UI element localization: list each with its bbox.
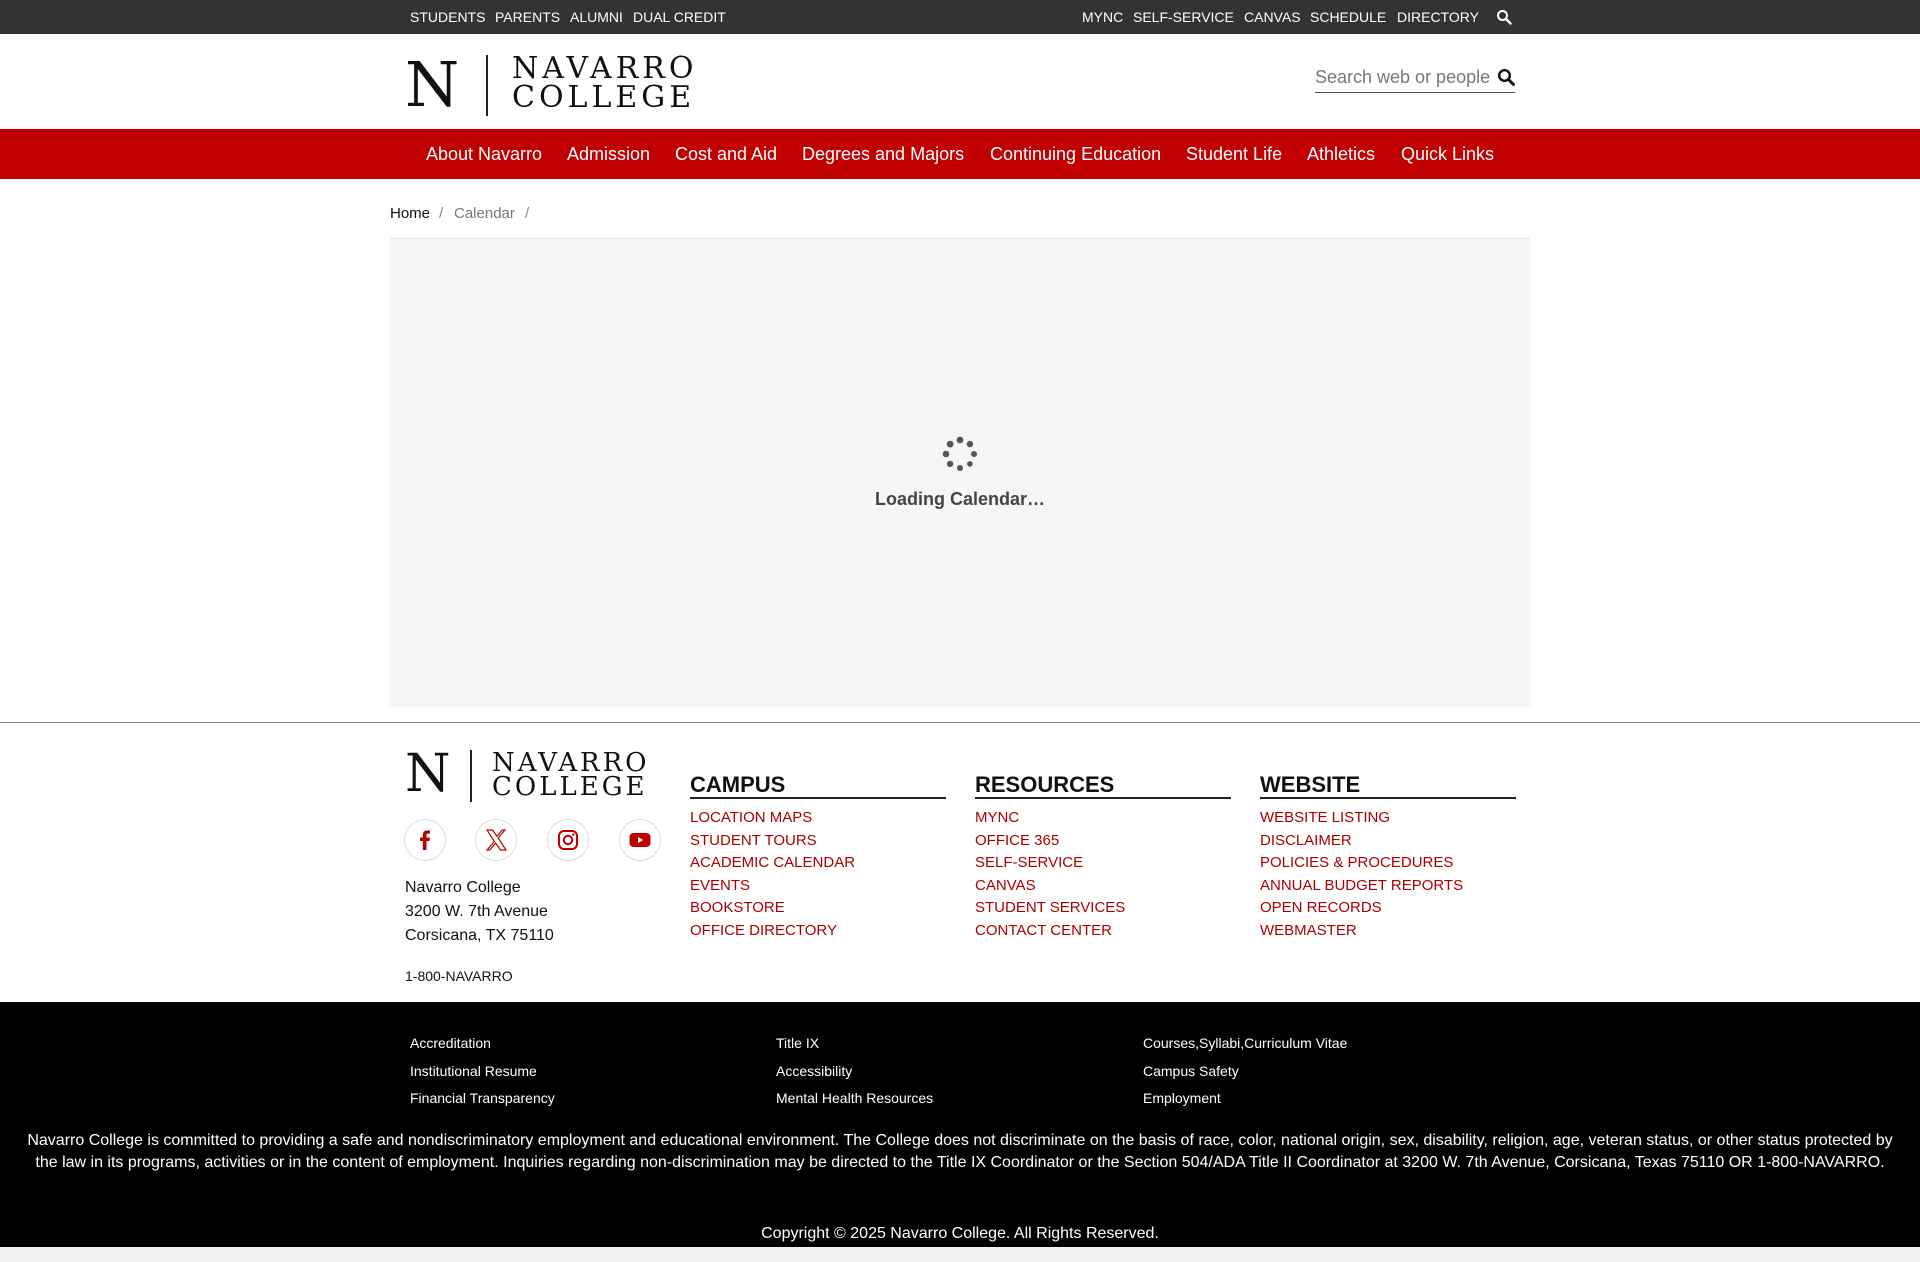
footer-link[interactable]: CANVAS — [975, 877, 1036, 894]
footer-link[interactable]: LOCATION MAPS — [690, 809, 813, 826]
logo-line1: NAVARRO — [512, 51, 698, 86]
legal-link[interactable]: Courses,Syllabi,Curriculum Vitae — [1143, 1035, 1348, 1051]
footer-link[interactable]: EVENTS — [690, 877, 751, 894]
youtube-icon — [628, 828, 652, 852]
footer-link[interactable]: WEBMASTER — [1260, 922, 1357, 939]
legal-footer — [0, 1002, 1920, 1247]
nav-degrees-and-majors[interactable]: Degrees and Majors — [802, 144, 965, 164]
nondiscrimination-notice: Navarro College is committed to providing a safe and nondiscriminatory employment and educational environment. The College does not discriminate on the basis of race, color, national origin, sex, disability, religion, age, veteran status, or other status protected by the law in its programs, activities or in the content of employment. Inquiries regarding non-discrimination may be directed to the Title IX Coordinator or the Section 504/ADA Title II Coordinator at 3200 W. 7th Avenue, Corsicana, Texas 75110 OR 1-800-NAVARRO. — [27, 1132, 1893, 1171]
site-footer — [0, 722, 1920, 1003]
loading-spinner-icon — [941, 435, 979, 473]
nav-athletics[interactable]: Athletics — [1307, 144, 1376, 164]
site-logo[interactable] — [405, 48, 705, 121]
logo-line2: COLLEGE — [512, 80, 696, 115]
utility-link-mync[interactable]: MYNC — [1082, 9, 1124, 25]
logo-divider — [486, 55, 488, 116]
nav-cost-and-aid[interactable]: Cost and Aid — [675, 144, 778, 164]
footer-link[interactable]: OFFICE DIRECTORY — [690, 922, 837, 939]
search-icon[interactable] — [1496, 9, 1512, 25]
instagram-icon — [556, 828, 580, 852]
site-header — [0, 34, 1920, 129]
legal-link[interactable]: Employment — [1143, 1090, 1221, 1106]
breadcrumb-home[interactable]: Home — [390, 205, 431, 222]
logo-divider — [470, 750, 472, 802]
copyright-text: Copyright © 2025 Navarro College. All Rights Reserved. — [761, 1225, 1159, 1242]
footer-link[interactable]: DISCLAIMER — [1260, 832, 1352, 849]
logo-letter: N — [405, 744, 451, 804]
legal-link[interactable]: Accreditation — [410, 1035, 491, 1051]
legal-link[interactable]: Mental Health Resources — [776, 1090, 934, 1106]
x-icon — [484, 828, 508, 852]
search-icon[interactable] — [1497, 68, 1515, 86]
utility-link-self-service[interactable]: SELF-SERVICE — [1133, 9, 1234, 25]
footer-link[interactable]: MYNC — [975, 809, 1020, 826]
facebook-link[interactable] — [404, 819, 446, 861]
footer-link[interactable]: WEBSITE LISTING — [1260, 809, 1391, 826]
legal-link[interactable]: Institutional Resume — [410, 1063, 537, 1079]
breadcrumb-separator: / — [525, 205, 530, 222]
nav-admission[interactable]: Admission — [567, 144, 651, 164]
logo-line1: NAVARRO — [492, 748, 650, 778]
column-heading: CAMPUS — [690, 772, 786, 797]
utility-link-alumni[interactable]: ALUMNI — [570, 9, 623, 25]
nav-quick-links[interactable]: Quick Links — [1401, 144, 1495, 164]
utility-link-directory[interactable]: DIRECTORY — [1397, 9, 1479, 25]
legal-link[interactable]: Accessibility — [776, 1063, 853, 1079]
utility-link-students[interactable]: STUDENTS — [410, 9, 486, 25]
footer-logo[interactable] — [405, 744, 655, 804]
legal-link[interactable]: Title IX — [776, 1035, 820, 1051]
footer-link[interactable]: OPEN RECORDS — [1260, 899, 1382, 916]
address-line: Navarro College — [405, 879, 521, 896]
footer-link[interactable]: STUDENT TOURS — [690, 832, 817, 849]
breadcrumb-current: Calendar — [454, 205, 515, 222]
column-heading: RESOURCES — [975, 772, 1115, 797]
utility-link-canvas[interactable]: CANVAS — [1244, 9, 1301, 25]
footer-link[interactable]: POLICIES & PROCEDURES — [1260, 854, 1454, 871]
column-divider — [975, 797, 1231, 799]
breadcrumb-separator: / — [439, 205, 444, 222]
nav-about-navarro[interactable]: About Navarro — [426, 144, 543, 164]
legal-link[interactable]: Campus Safety — [1143, 1063, 1239, 1079]
footer-link[interactable]: SELF-SERVICE — [975, 854, 1084, 871]
x-link[interactable] — [475, 819, 517, 861]
utility-link-schedule[interactable]: SCHEDULE — [1310, 9, 1387, 25]
footer-link[interactable]: ANNUAL BUDGET REPORTS — [1260, 877, 1464, 894]
main-nav — [0, 129, 1920, 179]
address-line: Corsicana, TX 75110 — [405, 927, 554, 944]
footer-link[interactable]: OFFICE 365 — [975, 832, 1060, 849]
footer-link[interactable]: ACADEMIC CALENDAR — [690, 854, 856, 871]
legal-link[interactable]: Financial Transparency — [410, 1090, 555, 1106]
column-divider — [1260, 797, 1516, 799]
utility-link-parents[interactable]: PARENTS — [495, 9, 561, 25]
column-heading: WEBSITE — [1260, 772, 1361, 797]
logo-letter: N — [405, 48, 460, 121]
facebook-icon — [413, 828, 437, 852]
calendar-panel — [390, 238, 1530, 707]
header-search — [1315, 64, 1515, 93]
logo-line2: COLLEGE — [492, 772, 648, 802]
column-divider — [690, 797, 946, 799]
footer-link[interactable]: BOOKSTORE — [690, 899, 785, 916]
nav-continuing-education[interactable]: Continuing Education — [990, 144, 1162, 164]
nav-student-life[interactable]: Student Life — [1186, 144, 1283, 164]
instagram-link[interactable] — [547, 819, 589, 861]
youtube-link[interactable] — [619, 819, 661, 861]
search-input[interactable] — [1315, 64, 1495, 90]
utility-bar — [0, 0, 1920, 34]
footer-link[interactable]: CONTACT CENTER — [975, 922, 1112, 939]
footer-link[interactable]: STUDENT SERVICES — [975, 899, 1126, 916]
loading-text: Loading Calendar… — [874, 489, 1045, 509]
address-line: 3200 W. 7th Avenue — [405, 903, 548, 920]
phone-number[interactable]: 1-800-NAVARRO — [405, 968, 513, 984]
utility-link-dual-credit[interactable]: DUAL CREDIT — [633, 9, 726, 25]
